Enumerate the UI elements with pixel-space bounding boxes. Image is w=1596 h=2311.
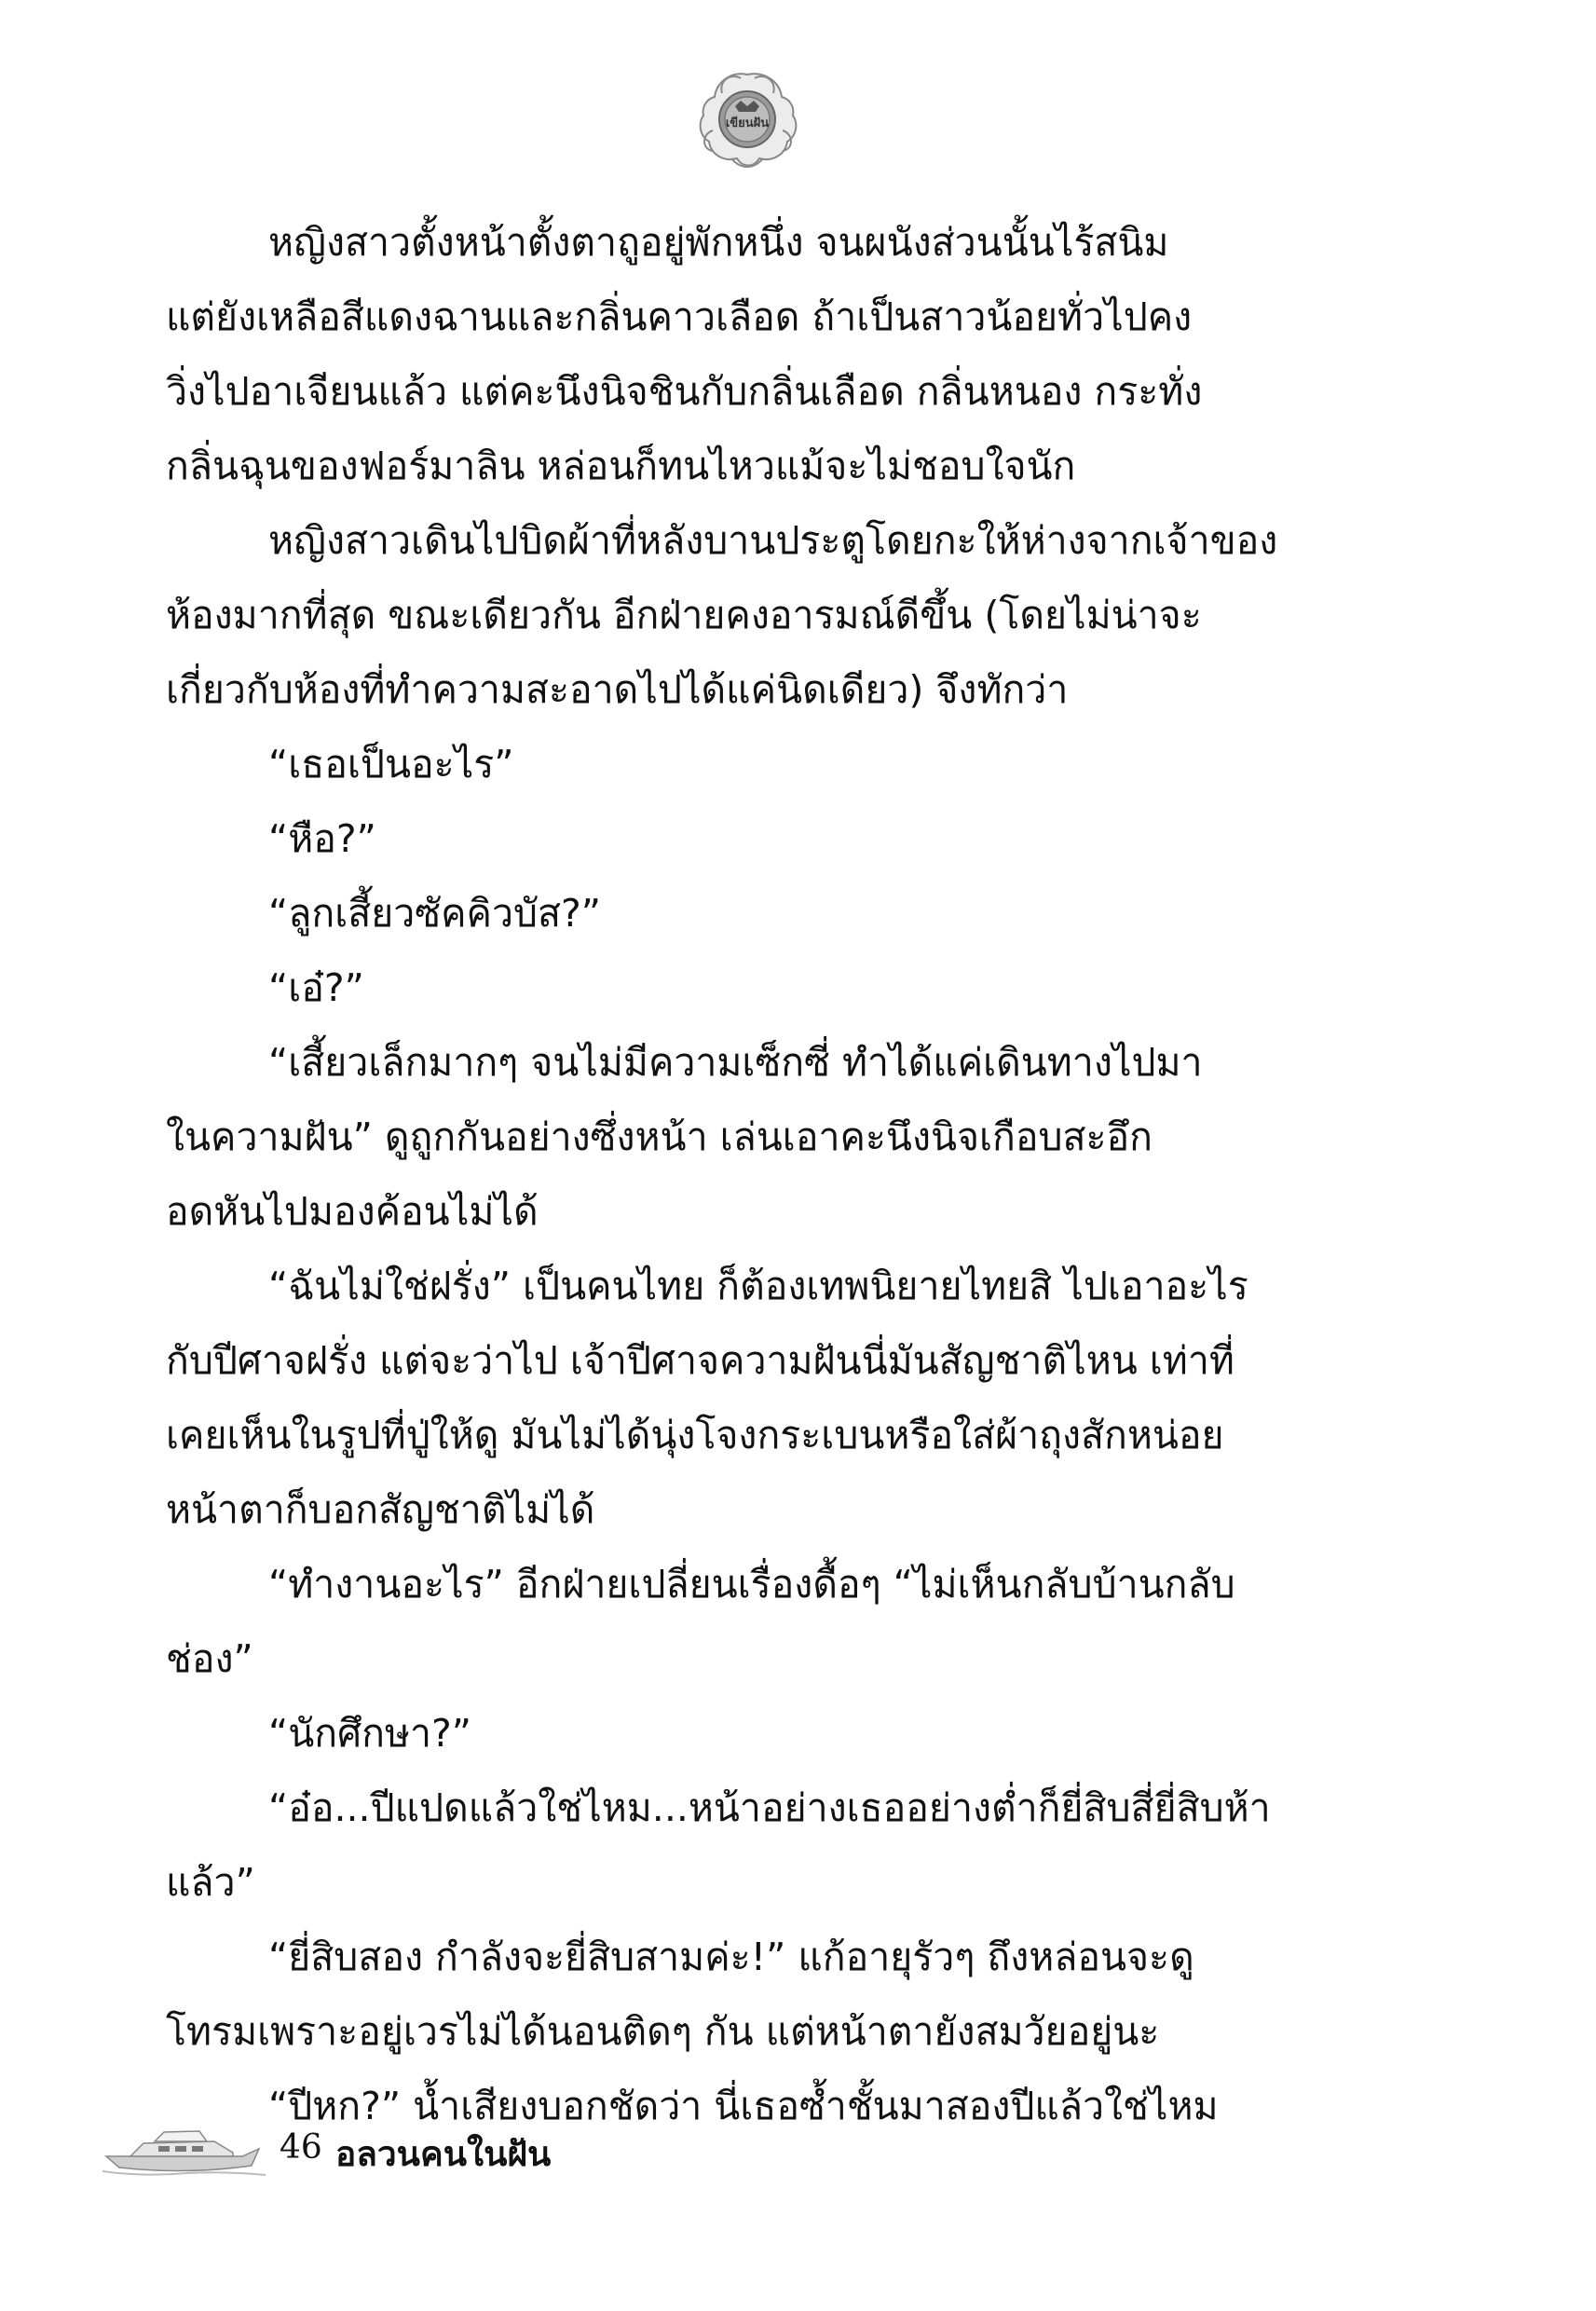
text-line: กับปีศาจฝรั่ง แต่จะว่าไป เจ้าปีศาจความฝันนี่มันสัญชาติไหน เท่าที่ bbox=[166, 1338, 1235, 1383]
text-line: แต่ยังเหลือสีแดงฉานและกลิ่นคาวเลือด ถ้าเป็นสาวน้อยทั่วไปคง bbox=[166, 294, 1193, 339]
text-line: “ยี่สิบสอง กำลังจะยี่สิบสามค่ะ!” แก้อายุรัวๆ ถึงหล่อนจะดู bbox=[268, 1935, 1194, 1979]
text-line: ในความฝัน” ดูถูกกันอย่างซึ่งหน้า เล่นเอาคะนึงนิจเกือบสะอึก bbox=[166, 1114, 1153, 1159]
yacht-icon bbox=[102, 2115, 266, 2181]
text-line: หน้าตาก็บอกสัญชาติไม่ได้ bbox=[166, 1487, 595, 1532]
text-line: ช่อง” bbox=[166, 1636, 253, 1681]
page-footer bbox=[102, 2115, 755, 2181]
dialogue-line: “เอ๋?” bbox=[268, 965, 364, 1010]
page-number: 46 bbox=[280, 2128, 322, 2167]
ornamental-crest-logo bbox=[694, 65, 801, 175]
text-line: แล้ว” bbox=[166, 1860, 255, 1905]
dialogue-line: “นักศึกษา?” bbox=[268, 1711, 471, 1756]
text-line: โทรมเพราะอยู่เวรไม่ได้นอนติดๆ กัน แต่หน้าตายังสมวัยอยู่นะ bbox=[166, 2009, 1160, 2054]
text-line: “ฉันไม่ใช่ฝรั่ง” เป็นคนไทย ก็ต้องเทพนิยายไทยสิ ไปเอาอะไร bbox=[268, 1264, 1248, 1308]
text-line: “ทำงานอะไร” อีกฝ่ายเปลี่ยนเรื่องดื้อๆ “ไม่เห็นกลับบ้านกลับ bbox=[268, 1562, 1235, 1607]
text-line: “ปีหก?” น้ำเสียงบอกชัดว่า นี่เธอซ้ำชั้นมาสองปีแล้วใช่ไหม bbox=[268, 2084, 1219, 2128]
text-line: “อ๋อ...ปีแปดแล้วใช่ไหม...หน้าอย่างเธออย่างต่ำก็ยี่สิบสี่ยี่สิบห้า bbox=[268, 1785, 1271, 1830]
book-title: อลวนคนในฝัน bbox=[335, 2134, 552, 2174]
text-line: เคยเห็นในรูปที่ปู่ให้ดู มันไม่ได้นุ่งโจงกระเบนหรือใส่ผ้าถุงสักหน่อย bbox=[166, 1413, 1224, 1457]
logo-text: เขียนฝัน bbox=[725, 116, 770, 130]
text-line: “เสี้ยวเล็กมากๆ จนไม่มีความเซ็กซี่ ทำได้แค่เดินทางไปมา bbox=[268, 1040, 1203, 1085]
text-line: เกี่ยวกับห้องที่ทำความสะอาดไปได้แค่นิดเดียว) จึงทักว่า bbox=[166, 667, 1069, 712]
body-text bbox=[166, 205, 1340, 2143]
text-line: ห้องมากที่สุด ขณะเดียวกัน อีกฝ่ายคงอารมณ์ดีขึ้น (โดยไม่น่าจะ bbox=[166, 593, 1202, 637]
text-line: วิ่งไปอาเจียนแล้ว แต่คะนึงนิจชินกับกลิ่นเลือด กลิ่นหนอง กระทั่ง bbox=[166, 369, 1203, 414]
text-line: กลิ่นฉุนของฟอร์มาลิน หล่อนก็ทนไหวแม้จะไม่ชอบใจนัก bbox=[166, 444, 1076, 488]
dialogue-line: “เธอเป็นอะไร” bbox=[268, 742, 514, 786]
text-line: หญิงสาวตั้งหน้าตั้งตาถูอยู่พักหนึ่ง จนผนังส่วนนั้นไร้สนิม bbox=[268, 220, 1169, 265]
dialogue-line: “หือ?” bbox=[268, 816, 376, 861]
text-line: อดหันไปมองค้อนไม่ได้ bbox=[166, 1189, 539, 1234]
text-line: หญิงสาวเดินไปบิดผ้าที่หลังบานประตูโดยกะให้ห่างจากเจ้าของ bbox=[268, 518, 1278, 563]
dialogue-line: “ลูกเสี้ยวซัคคิวบัส?” bbox=[268, 891, 602, 936]
